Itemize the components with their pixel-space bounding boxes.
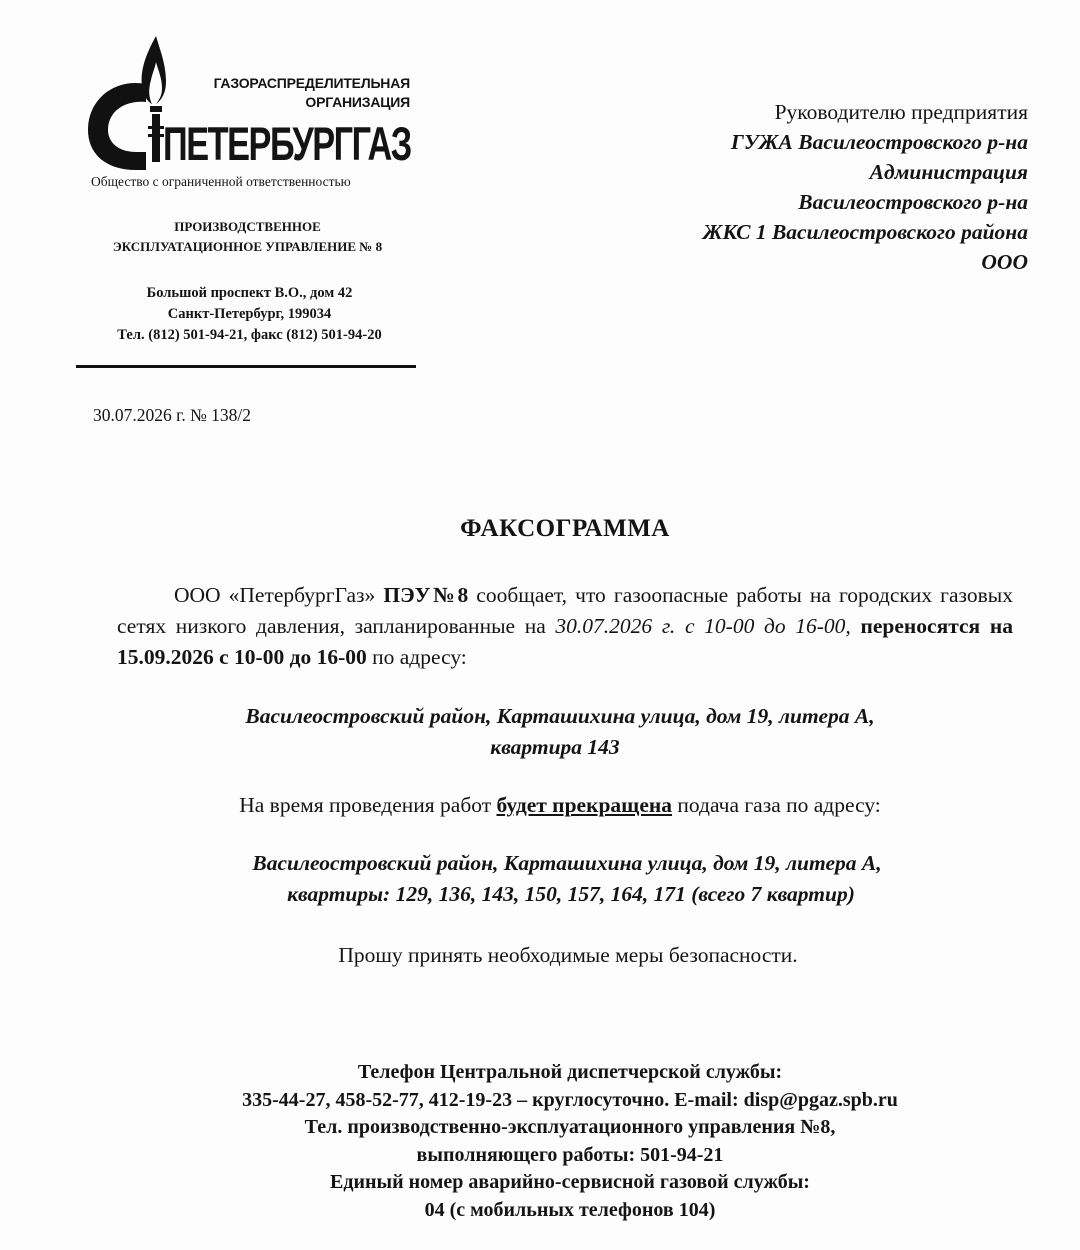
shutoff-address-line2: квартиры: 129, 136, 143, 150, 157, 164, 171 (всего 7 квартир): [287, 882, 855, 906]
para1-part7: по адресу:: [366, 645, 467, 669]
company-name: ПЕТЕРБУРГГАЗ: [163, 117, 411, 170]
work-address-line2: квартира 143: [490, 735, 620, 759]
para1-part5: [851, 614, 861, 638]
shutoff-address-line1: Василеостровский район, Карташихина улица, дом 19, литера А,: [252, 851, 882, 875]
recipient-line1: Руководителю предприятия: [774, 100, 1028, 124]
para1-part3: сообщает, что газоопасные работы на городских газовых сетях низкого давления, запланированные на: [117, 583, 1013, 638]
org-type-line1: ГАЗОРАСПРЕДЕЛИТЕЛЬНАЯ: [213, 75, 410, 91]
main-paragraph: [117, 580, 1013, 673]
division-name: [80, 217, 415, 257]
letterhead-divider: [76, 365, 416, 368]
recipient-line5: ЖКС 1 Василеостровского района: [702, 220, 1028, 244]
organization-type: [190, 74, 410, 112]
para1-part1: ООО «ПетербургГаз»: [174, 583, 384, 607]
document-reference: 30.07.2026 г. № 138/2: [93, 405, 252, 425]
para1-division-code: ПЭУ№8: [383, 583, 469, 607]
document-title: ФАКСОГРАММА: [460, 515, 670, 542]
recipient-line6: ООО: [981, 250, 1028, 274]
recipient-line2: ГУЖА Василеостровского р-на: [730, 130, 1028, 154]
division-line2: ЭКСПЛУАТАЦИОННОЕ УПРАВЛЕНИЕ № 8: [112, 239, 383, 254]
para2-part1: На время проведения работ: [239, 793, 497, 817]
footer-line1: Телефон Центральной диспетчерской службы:: [357, 1061, 783, 1083]
address-line1: Большой проспект В.О., дом 42: [146, 285, 353, 301]
footer-line4: выполняющего работы: 501-94-21: [416, 1143, 724, 1166]
recipient-block: [703, 97, 1028, 277]
recipient-line4: Василеостровского р-на: [798, 190, 1028, 214]
gas-shutoff-paragraph: [60, 790, 1060, 821]
address-line2: Санкт-Петербург, 199034: [167, 306, 332, 322]
recipient-line3: Администрация: [869, 160, 1028, 184]
org-type-line2: ОРГАНИЗАЦИЯ: [305, 94, 410, 110]
sender-address: [76, 283, 423, 346]
company-legal-form: Общество с ограниченной ответственностью: [91, 174, 351, 189]
work-address-line1: Василеостровский район, Карташихина улица, дом 19, литера А,: [245, 704, 875, 728]
para2-emphasis: будет прекращена: [496, 793, 672, 817]
closing-request: Прошу принять необходимые меры безопасности.: [338, 943, 798, 967]
footer-line6: 04 (с мобильных телефонов 104): [424, 1198, 716, 1221]
company-logo-flame-icon: [80, 34, 170, 174]
para1-new-date: переносятся на 15.09.2026 с 10-00 до 16-00: [117, 614, 1013, 669]
footer-line3: Тел. производственно-эксплуатационного управления №8,: [304, 1116, 836, 1138]
para1-planned-date: 30.07.2026 г. с 10-00 до 16-00,: [555, 614, 851, 638]
para2-part3: подача газа по адресу:: [672, 793, 881, 817]
contact-footer: [100, 1059, 1040, 1224]
division-line1: ПРОИЗВОДСТВЕННОЕ: [174, 219, 321, 234]
footer-line2: 335-44-27, 458-52-77, 412-19-23 – круглосуточно. E-mail: disp@pgaz.spb.ru: [242, 1088, 898, 1111]
address-line3: Тел. (812) 501-94-21, факс (812) 501-94-20: [117, 327, 382, 343]
footer-line5: Единый номер аварийно-сервисной газовой службы:: [330, 1171, 810, 1193]
